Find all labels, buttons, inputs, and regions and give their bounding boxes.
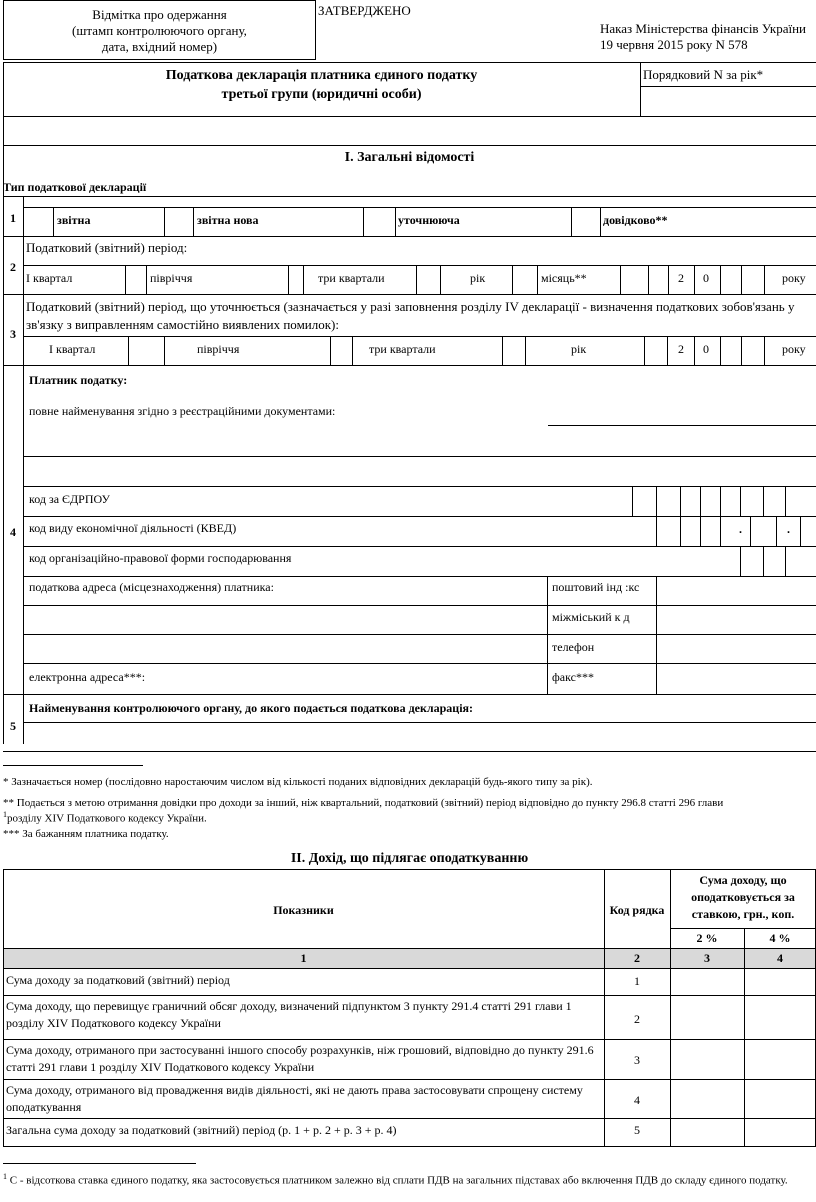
rule-title-bottom <box>3 116 816 117</box>
rule-r2-o <box>668 265 669 294</box>
serial-label: Порядковий N за рік* <box>643 67 764 82</box>
checkbox-period-year[interactable] <box>513 266 537 294</box>
address-input[interactable] <box>24 606 546 634</box>
table-row-2-rate2-input[interactable] <box>671 996 744 1039</box>
col-num-1: 1 <box>300 951 307 965</box>
row-num-3: 3 <box>10 327 16 341</box>
year3-input-digit4[interactable] <box>742 337 764 365</box>
period-q1-label: I квартал <box>26 271 73 285</box>
type-reference-label: довідково** <box>603 213 668 227</box>
year3-digit-2: 2 <box>678 342 684 356</box>
col-num-3: 3 <box>704 951 710 965</box>
payer-full-name-label: повне найменування згідно з реєстраційними документами: <box>29 404 336 418</box>
rule-r3-d <box>352 336 353 365</box>
section1-title: I. Загальні відомості <box>344 150 475 165</box>
rule-r2-k <box>694 265 695 294</box>
period3-label: Податковий (звітний) період, що уточнюється (зазначається у разі заповнення розділу IV декларації - визначення податкових зобов'язань у зв'язку з виправленням самостійно виявлених помилок): <box>26 299 795 332</box>
period-half-label: півріччя <box>150 271 193 285</box>
postal-label: поштовий інд :кс <box>552 580 640 594</box>
order-line2: 19 червня 2015 року N 578 <box>600 37 748 52</box>
postal-input[interactable] <box>657 577 816 605</box>
note-2-sup: 1 <box>3 810 7 819</box>
table-row-1-text: Сума доходу за податковий (звітний) період <box>6 973 230 987</box>
decl-type-label: Тип податкової декларації <box>3 180 147 194</box>
rule-r2-f <box>440 265 441 294</box>
th-sum-1: Сума доходу, що <box>699 873 787 887</box>
footnote-sup: 1 <box>3 1172 7 1181</box>
rule-r1-g <box>164 207 165 236</box>
title-line2: третьої групи (юридичні особи) <box>221 87 422 102</box>
authority-label: Найменування контролюючого органу, до якого подається податкова декларація: <box>29 701 474 715</box>
receipt-stamp-line3: дата, вхідний номер) <box>101 39 218 54</box>
authority-input[interactable] <box>24 723 816 750</box>
month-input-field[interactable] <box>620 266 648 294</box>
year-input-digit4[interactable] <box>742 266 764 294</box>
fax-input[interactable] <box>657 664 816 693</box>
row-num-4: 4 <box>10 525 16 539</box>
edrpou-input[interactable] <box>633 487 816 516</box>
table-row-3-rate2-input[interactable] <box>671 1040 744 1079</box>
receipt-stamp-line2: (штамп контролюючого органу, <box>72 23 247 38</box>
table-row-4-text: Сума доходу, отриманого від провадження видів діяльності, які не дають права застосовувати спрощену систему оподаткування <box>6 1083 583 1114</box>
year-digit-2: 2 <box>678 271 684 285</box>
period-month-label: місяць** <box>541 271 587 285</box>
row-num-5: 5 <box>10 719 16 733</box>
footnote <box>3 1170 813 1188</box>
rule-r2-b <box>146 265 147 294</box>
rule-r3-f <box>525 336 526 365</box>
edrpou-label: код за ЄДРПОУ <box>29 492 110 506</box>
checkbox-period3-half[interactable] <box>331 337 352 365</box>
checkbox-period3-3q[interactable] <box>503 337 525 365</box>
rule-r1-full <box>3 236 23 237</box>
table-row-1-rate4-input[interactable] <box>745 969 815 995</box>
table-row-3-code: 3 <box>634 1053 640 1067</box>
table-row-4-code: 4 <box>634 1093 640 1107</box>
checkbox-type-clarifying[interactable] <box>364 208 395 236</box>
rule-r1-top <box>23 207 816 208</box>
rule-r3-h <box>667 336 668 365</box>
note-2: ** Подається з метою отримання довідки про доходи за інший, ніж квартальний, податковий (звітний) період відповідно до пункту 296.8 статті 296 глави <box>3 797 724 809</box>
period3-q1-label: I квартал <box>49 342 96 356</box>
footnote-separator <box>3 1163 196 1164</box>
rule-row4-bottom <box>3 694 816 695</box>
intercity-input[interactable] <box>657 606 816 634</box>
fax-label: факс*** <box>552 670 594 684</box>
table-row-3-text: Сума доходу, отриманого при застосуванні іншого способу розрахунків, ніж грошовий, відповідно до пункту 291.6 статті 291 глави 1 розділу XIV Податкового кодексу України <box>6 1043 594 1074</box>
rule-r2-h <box>537 265 538 294</box>
payer-heading: Платник податку: <box>29 373 128 387</box>
kved-input[interactable] <box>657 517 816 546</box>
th-code: Код рядка <box>609 903 665 917</box>
table-row-5-rate2-input[interactable] <box>671 1119 744 1146</box>
rule-r2-d <box>303 265 304 294</box>
period3-year-label: рік <box>571 342 587 356</box>
table-row-2-code: 2 <box>634 1012 640 1026</box>
th-rate-2: 2 % <box>696 931 718 945</box>
approved-label: ЗАТВЕРДЖЕНО <box>318 3 411 18</box>
year3-input-digit3[interactable] <box>721 337 741 365</box>
period-3q-label: три квартали <box>318 271 385 285</box>
payer-full-name-input-2[interactable] <box>24 457 816 486</box>
rule-sec1-top <box>3 145 816 146</box>
type-new-reporting-label: звітна нова <box>197 213 259 227</box>
rule-title-divider <box>640 62 641 116</box>
checkbox-period-half[interactable] <box>289 266 303 294</box>
th-sum-3: ставкою, грн., коп. <box>691 907 795 921</box>
rule-addr-divider <box>547 576 548 694</box>
th-indicators: Показники <box>273 903 334 917</box>
note-3: *** За бажанням платника податку. <box>3 828 169 840</box>
th-rate-4: 4 % <box>769 931 791 945</box>
year-word: року <box>782 271 806 285</box>
checkbox-period3-year[interactable] <box>645 337 667 365</box>
rule-r3-bottom <box>3 365 816 366</box>
address-label: податкова адреса (місцезнаходження) платника: <box>29 580 274 594</box>
table-row-4-rate4-input[interactable] <box>745 1080 815 1118</box>
table-row-1-code: 1 <box>634 974 640 988</box>
checkbox-type-reference[interactable] <box>572 208 600 236</box>
type-clarifying-label: уточнююча <box>398 213 460 227</box>
table-row-2-text: Сума доходу, що перевищує граничний обсяг доходу, визначений підпунктом 3 пункту 291.4 статті 291 глави 1 розділу XIV Податкового кодексу України <box>6 999 572 1030</box>
rule-r1-bottom <box>23 236 816 237</box>
table-row-5-text: Загальна сума доходу за податковий (звітний) період (р. 1 + р. 2 + р. 3 + р. 4) <box>6 1123 397 1137</box>
kved-dot-1: . <box>739 522 742 536</box>
period-year-label: рік <box>470 271 486 285</box>
row-num-2: 2 <box>10 260 16 274</box>
table-row-4-rate2-input[interactable] <box>671 1080 744 1118</box>
rule-r3-l <box>764 336 765 365</box>
notes-separator <box>3 765 143 766</box>
kved-dot-2: . <box>787 522 790 536</box>
type-reporting-label: звітна <box>57 213 91 227</box>
col-num-4: 4 <box>777 951 783 965</box>
opf-input[interactable] <box>741 547 816 576</box>
table-row-5-rate4-input[interactable] <box>745 1119 815 1146</box>
title-line1: Податкова декларація платника єдиного податку <box>165 68 478 83</box>
rule-r2-i <box>648 265 649 294</box>
rule-kved-bottom <box>23 546 816 547</box>
email-label: електронна адреса***: <box>29 670 146 684</box>
intercity-label: міжміський к д <box>552 610 630 624</box>
period3-half-label: півріччя <box>197 342 240 356</box>
receipt-stamp-line1: Відмітка про одержання <box>92 7 227 22</box>
address-input-2[interactable] <box>24 635 546 663</box>
checkbox-type-reporting[interactable] <box>24 208 53 236</box>
payer-full-name-input[interactable] <box>24 426 816 456</box>
checkbox-type-new-reporting[interactable] <box>164 208 193 236</box>
checkbox-period-3q[interactable] <box>417 266 440 294</box>
year3-word: року <box>782 342 806 356</box>
rule-serial-mid <box>640 86 816 87</box>
note-1: * Зазначається номер (послідовно наростаючим числом від кількості поданих відповідних декларацій будь-якого типу за рік). <box>3 776 593 788</box>
checkbox-period3-q1[interactable] <box>129 337 164 365</box>
rule-r1-b <box>193 207 194 236</box>
th-sum-2: оподатковується за <box>691 890 795 904</box>
rule-decl-type <box>3 196 816 197</box>
phone-label: телефон <box>552 640 595 654</box>
section2-title: II. Дохід, що підлягає оподаткуванню <box>290 851 529 866</box>
note-2-cont-text: розділу XIV Податкового кодексу України. <box>7 812 207 825</box>
year3-digit-0: 0 <box>703 342 709 356</box>
col-num-2: 2 <box>634 951 640 965</box>
kved-label: код виду економічної діяльності (КВЕД) <box>29 521 237 535</box>
year-digit-0: 0 <box>703 271 709 285</box>
rule-r1-d <box>395 207 396 236</box>
checkbox-period-q1[interactable] <box>126 266 146 294</box>
period-label: Податковий (звітний) період: <box>26 240 188 255</box>
table-row-2-rate4-input[interactable] <box>745 996 815 1039</box>
rule-r3-i <box>694 336 695 365</box>
table-row-3-rate4-input[interactable] <box>745 1040 815 1079</box>
rule-r3-b <box>164 336 165 365</box>
order-line1: Наказ Міністерства фінансів України <box>600 21 806 36</box>
rule-r1-a <box>53 207 54 236</box>
rule-r2-bottom <box>3 294 816 295</box>
footnote-text: С - відсоткова ставка єдиного податку, яка застосовується платником залежно від сплати ПДВ на загальних підставах або включення ПДВ до складу єдиного податку. <box>9 1174 788 1187</box>
rule-row5-bottom <box>3 751 816 752</box>
email-input[interactable] <box>160 664 546 693</box>
rule-top <box>3 62 816 63</box>
table-row-5-code: 5 <box>634 1123 640 1137</box>
phone-input[interactable] <box>657 635 816 663</box>
opf-label: код організаційно-правової форми господарювання <box>29 551 292 565</box>
year-input-digit3[interactable] <box>721 266 741 294</box>
period3-3q-label: три квартали <box>369 342 436 356</box>
table-row-1-rate2-input[interactable] <box>671 969 744 995</box>
row-num-1: 1 <box>10 211 16 225</box>
note-2-cont <box>3 810 207 826</box>
rule-t-rates-top <box>670 928 816 929</box>
rule-r2-j <box>620 265 621 294</box>
rule-r1-f <box>600 207 601 236</box>
rule-r2-n <box>764 265 765 294</box>
